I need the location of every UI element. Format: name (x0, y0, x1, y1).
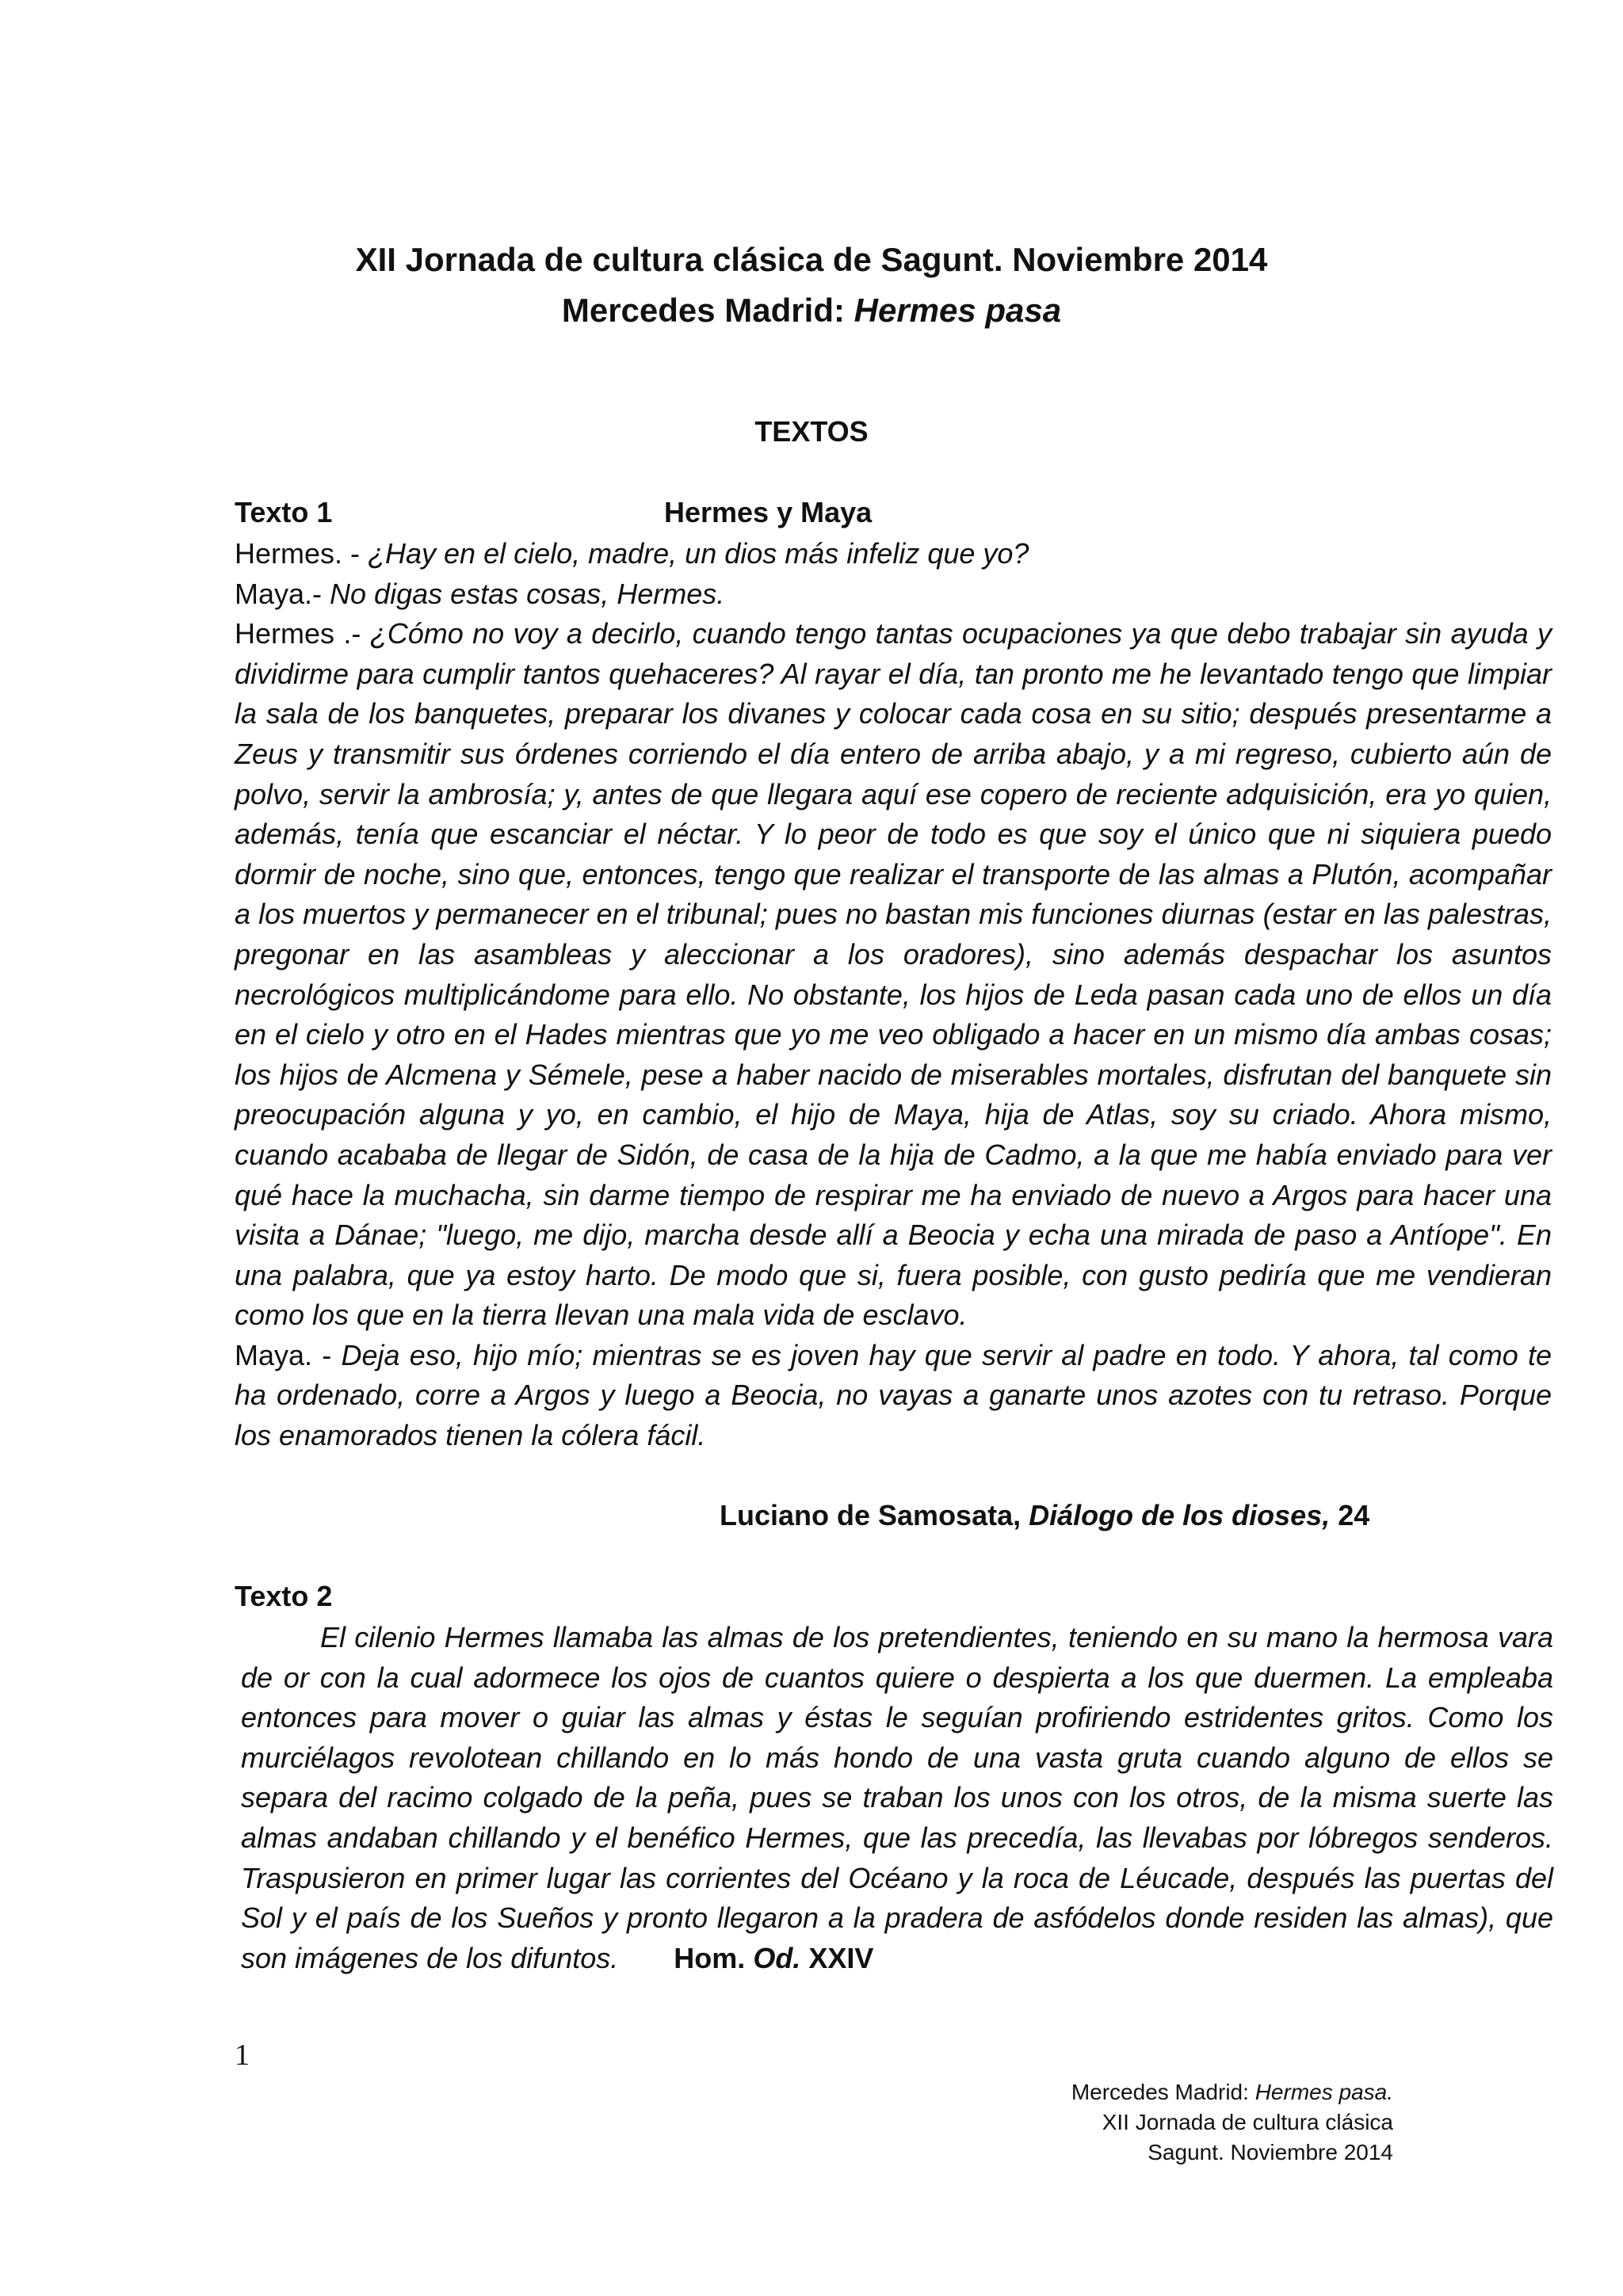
dialogue-line (235, 534, 1552, 574)
texto-1-title: Hermes y Maya (664, 496, 873, 528)
page-number: 1 (235, 2039, 250, 2072)
citation-work: Diálogo de los dioses, (1029, 1499, 1331, 1531)
texto-1-citation (720, 1499, 1369, 1532)
document-title (0, 235, 1623, 336)
footer-line-2: XII Jornada de cultura clásica (1102, 2110, 1393, 2134)
title-author: Mercedes Madrid: (561, 292, 854, 329)
speech: ¿Hay en el cielo, madre, un dios más infeliz que yo? (368, 537, 1029, 570)
title-work: Hermes pasa (854, 292, 1062, 329)
speech: No digas estas cosas, Hermes. (330, 577, 725, 610)
footer-line-3: Sagunt. Noviembre 2014 (1148, 2140, 1393, 2164)
footer-author: Mercedes Madrid: (1071, 2080, 1255, 2104)
texto-2-body (241, 1618, 1553, 1978)
texto-1-dialogue (235, 534, 1552, 1456)
dialogue-line (235, 574, 1552, 615)
ref-author: Hom. (674, 1941, 754, 1974)
texto-1-label: Texto 1 (235, 496, 333, 528)
title-line-1: XII Jornada de cultura clásica de Sagunt. Noviembre 2014 (355, 241, 1268, 278)
texto-2-text: El cilenio Hermes llamaba las almas de los pretendientes, teniendo en su mano la hermosa vara de or con la cual adormece los ojos de cuantos quiere o despierta a los que duermen. La empleaba entonces para mover o guiar las almas y éstas le seguían profiriendo estridentes gritos. Como los murciélagos revolotean chillando en lo más hondo de una vasta gruta cuando alguno de ellos se separa del racimo colgado de la peña, pues se traban los unos con los otros, de la misma suerte las almas andaban chillando y el benéfico Hermes, que las precedía, las llevabas por lóbregos senderos. Traspusieron en primer lugar las corrientes del Océano y la roca de Léucade, después las puertas del Sol y el país de los Sueños y pronto llegaron a la pradera de asfódelos donde residen las almas), que son imágenes de los difuntos. (241, 1621, 1553, 1974)
citation-number: 24 (1330, 1499, 1370, 1531)
speaker: Hermes. - (235, 537, 369, 570)
speaker: Hermes .- (235, 617, 370, 650)
footer (1071, 2077, 1393, 2168)
title-line-2 (0, 285, 1623, 336)
texto-2-label: Texto 2 (235, 1580, 333, 1612)
section-heading: TEXTOS (754, 415, 869, 448)
texto-2-reference (674, 1942, 873, 1974)
ref-work: Od. (753, 1941, 801, 1974)
speaker: Maya. - (235, 1338, 342, 1371)
texto-2-paragraph (241, 1618, 1553, 1978)
speech: Deja eso, hijo mío; mientras se es joven hay que servir al padre en todo. Y ahora, tal como te ha ordenado, corre a Argos y luego a Beocia, no vayas a ganarte unos azotes con tu retraso. Porque los enamorados tienen la cólera fácil. (235, 1338, 1552, 1452)
footer-title: Hermes pasa. (1254, 2080, 1393, 2104)
dialogue-line (235, 1336, 1552, 1456)
citation-author: Luciano de Samosata, (720, 1499, 1029, 1531)
ref-book: XXIV (800, 1941, 874, 1974)
footer-line-1 (1071, 2077, 1393, 2107)
speech: ¿Cómo no voy a decirlo, cuando tengo tantas ocupaciones ya que debo trabajar sin ayuda y dividirme para cumplir tantos quehaceres? Al rayar el día, tan pronto me he levantado tengo que limpiar la sala de los banquetes, preparar los divanes y colocar cada cosa en su sitio; después presentarme a Zeus y transmitir sus órdenes corriendo el día entero de arriba abajo, y a mi regreso, cubierto aún de polvo, servir la ambrosía; y, antes de que llegara aquí ese copero de reciente adquisición, era yo quien, además, tenía que escanciar el néctar. Y lo peor de todo es que soy el único que ni siquiera puedo dormir de noche, sino que, entonces, tengo que realizar el transporte de las almas a Plutón, acompañar a los muertos y permanecer en el tribunal; pues no bastan mis funciones diurnas (estar en las palestras, pregonar en las asambleas y aleccionar a los oradores), sino además despachar los asuntos necrológicos multiplicándome para ello. No obstante, los hijos de Leda pasan cada uno de ellos un día en el cielo y otro en el Hades mientras que yo me veo obligado a hacer en un mismo día ambas cosas; los hijos de Alcmena y Sémele, pese a haber nacido de miserables mortales, disfrutan del banquete sin preocupación alguna y yo, en cambio, el hijo de Maya, hija de Atlas, soy su criado. Ahora mismo, cuando acababa de llegar de Sidón, de casa de la hija de Cadmo, a la que me había enviado para ver qué hace la muchacha, sin darme tiempo de respirar me ha enviado de nuevo a Argos para hacer una visita a Dánae; "luego, me dijo, marcha desde allí a Beocia y echa una mirada de paso a Antíope". En una palabra, que ya estoy harto. De modo que si, fuera posible, con gusto pediría que me vendieran como los que en la tierra llevan una mala vida de esclavo. (235, 617, 1552, 1332)
speaker: Maya.- (235, 577, 330, 610)
dialogue-line (235, 614, 1552, 1336)
